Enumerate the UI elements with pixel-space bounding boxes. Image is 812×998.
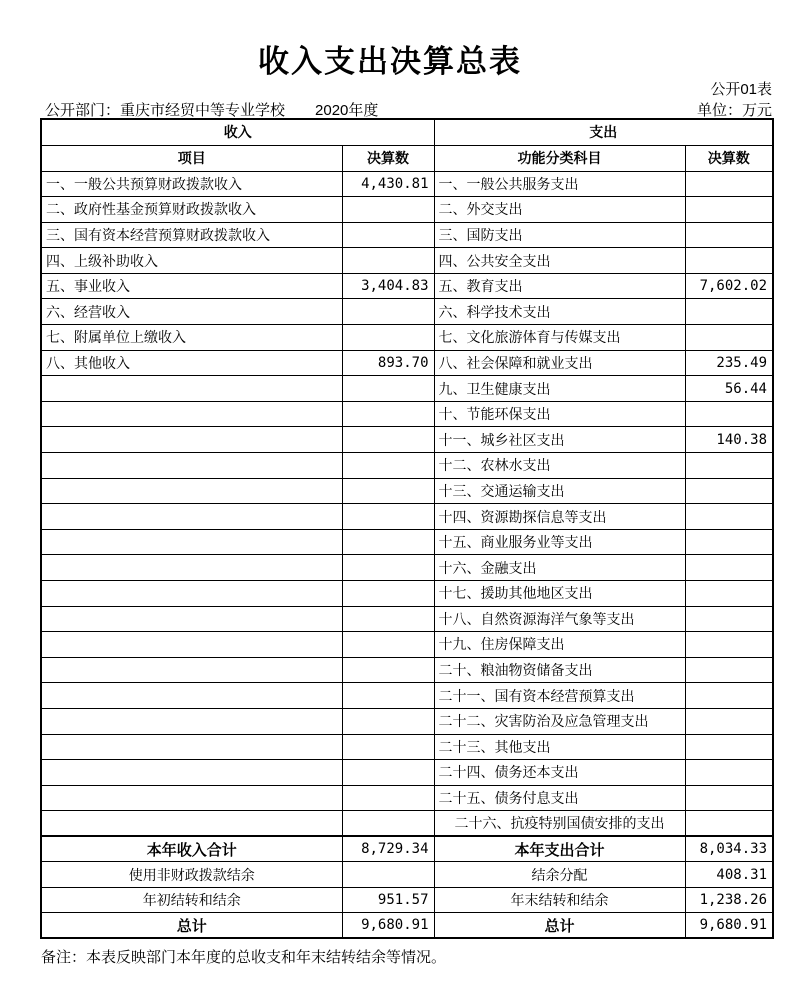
income-item-cell: 三、国有资本经营预算财政拨款收入 (41, 222, 342, 248)
expense-item-column-header: 功能分类科目 (434, 145, 685, 171)
expense-item-cell: 二十四、债务还本支出 (434, 760, 685, 786)
table-row (41, 529, 773, 555)
income-value-cell (342, 529, 434, 555)
income-value-cell (342, 683, 434, 709)
income-item-cell: 七、附属单位上缴收入 (41, 325, 342, 351)
expense-item-cell: 十八、自然资源海洋气象等支出 (434, 606, 685, 632)
income-item-cell (41, 632, 342, 658)
table-row (41, 504, 773, 530)
income-total-label-cell: 使用非财政拨款结余 (41, 862, 342, 888)
income-item-cell (41, 453, 342, 479)
expense-value-cell (685, 657, 773, 683)
income-item-cell (41, 555, 342, 581)
income-value-cell: 4,430.81 (342, 171, 434, 197)
income-total-value-cell: 951.57 (342, 887, 434, 913)
expense-value-cell (685, 401, 773, 427)
income-value-cell (342, 581, 434, 607)
income-value-cell (342, 632, 434, 658)
expense-item-cell: 十一、城乡社区支出 (434, 427, 685, 453)
income-value-cell (342, 606, 434, 632)
income-item-cell (41, 376, 342, 402)
table-row (41, 785, 773, 811)
income-item-cell (41, 683, 342, 709)
income-item-cell (41, 811, 342, 837)
income-total-value-cell (342, 862, 434, 888)
income-value-cell (342, 248, 434, 274)
income-value-cell (342, 504, 434, 530)
table-row (41, 325, 773, 351)
income-item-cell (41, 785, 342, 811)
expense-total-value-cell: 1,238.26 (685, 887, 773, 913)
income-item-cell (41, 760, 342, 786)
expense-value-cell: 7,602.02 (685, 273, 773, 299)
expense-item-cell: 十、节能环保支出 (434, 401, 685, 427)
expense-total-value-cell: 8,034.33 (685, 836, 773, 862)
table-row (41, 683, 773, 709)
expense-value-cell (685, 734, 773, 760)
expense-item-cell: 二十、粮油物资储备支出 (434, 657, 685, 683)
table-body (41, 171, 773, 836)
table-row (41, 222, 773, 248)
totals-row (41, 836, 773, 862)
totals-row (41, 862, 773, 888)
expense-item-cell: 十四、资源勘探信息等支出 (434, 504, 685, 530)
table-row (41, 811, 773, 837)
income-total-value-cell: 8,729.34 (342, 836, 434, 862)
income-item-cell (41, 401, 342, 427)
expense-item-cell: 十三、交通运输支出 (434, 478, 685, 504)
expense-total-label-cell: 本年支出合计 (434, 836, 685, 862)
table-row (41, 581, 773, 607)
expense-value-cell: 140.38 (685, 427, 773, 453)
unit-label: 单位：万元 (696, 102, 772, 119)
column-header-row (41, 145, 773, 171)
income-item-cell: 二、政府性基金预算财政拨款收入 (41, 197, 342, 223)
totals-row (41, 913, 773, 939)
expense-value-cell (685, 632, 773, 658)
income-value-cell (342, 453, 434, 479)
table-code-label: 公开01表 (710, 81, 772, 98)
income-value-cell (342, 427, 434, 453)
table-row (41, 453, 773, 479)
expense-item-cell: 十九、住房保障支出 (434, 632, 685, 658)
meta-line (45, 99, 772, 120)
expense-item-cell: 二、外交支出 (434, 197, 685, 223)
expense-item-cell: 十六、金融支出 (434, 555, 685, 581)
expense-total-label-cell: 结余分配 (434, 862, 685, 888)
table-totals (41, 836, 773, 938)
income-value-cell (342, 478, 434, 504)
expense-value-cell (685, 785, 773, 811)
expense-item-cell: 十七、援助其他地区支出 (434, 581, 685, 607)
expense-value-cell (685, 453, 773, 479)
expense-value-cell (685, 529, 773, 555)
table-row (41, 478, 773, 504)
table-row (41, 657, 773, 683)
table-row (41, 606, 773, 632)
expense-value-cell (685, 248, 773, 274)
page-title: 收入支出决算总表 (258, 44, 522, 79)
table-header (41, 119, 773, 171)
department-label: 公开部门：重庆市经贸中等专业学校 (45, 102, 286, 119)
income-total-label-cell: 本年收入合计 (41, 836, 342, 862)
table-row (41, 427, 773, 453)
expense-total-label-cell: 年末结转和结余 (434, 887, 685, 913)
footnote: 备注：本表反映部门本年度的总收支和年末结转结余等情况。 (41, 949, 447, 966)
income-item-cell (41, 581, 342, 607)
expense-value-cell: 56.44 (685, 376, 773, 402)
expense-value-column-header: 决算数 (685, 145, 773, 171)
expense-item-cell: 二十二、灾害防治及应急管理支出 (434, 708, 685, 734)
income-total-label-cell: 年初结转和结余 (41, 887, 342, 913)
table-row (41, 401, 773, 427)
expense-item-cell: 六、科学技术支出 (434, 299, 685, 325)
income-item-column-header: 项目 (41, 145, 342, 171)
expense-value-cell (685, 555, 773, 581)
income-value-cell (342, 325, 434, 351)
income-item-cell (41, 708, 342, 734)
revenue-expenditure-table (40, 118, 774, 939)
table-row (41, 760, 773, 786)
expense-value-cell (685, 197, 773, 223)
expense-value-cell (685, 325, 773, 351)
income-section-header: 收入 (41, 119, 434, 145)
income-item-cell (41, 734, 342, 760)
expense-value-cell (685, 299, 773, 325)
income-item-cell (41, 529, 342, 555)
section-header-row (41, 119, 773, 145)
expense-section-header: 支出 (434, 119, 773, 145)
income-value-cell (342, 811, 434, 837)
expense-item-cell: 八、社会保障和就业支出 (434, 350, 685, 376)
table-row (41, 376, 773, 402)
expense-item-cell: 五、教育支出 (434, 273, 685, 299)
income-value-cell (342, 197, 434, 223)
expense-value-cell (685, 683, 773, 709)
expense-item-cell: 二十五、债务付息支出 (434, 785, 685, 811)
income-value-cell (342, 734, 434, 760)
expense-value-cell (685, 478, 773, 504)
income-item-cell: 六、经营收入 (41, 299, 342, 325)
expense-value-cell: 235.49 (685, 350, 773, 376)
expense-value-cell (685, 171, 773, 197)
table-row (41, 248, 773, 274)
income-value-cell (342, 785, 434, 811)
income-item-cell (41, 606, 342, 632)
income-item-cell (41, 504, 342, 530)
table-row (41, 708, 773, 734)
expense-item-cell: 十五、商业服务业等支出 (434, 529, 685, 555)
income-value-cell (342, 760, 434, 786)
income-value-cell: 893.70 (342, 350, 434, 376)
table-row (41, 555, 773, 581)
income-value-cell (342, 708, 434, 734)
expense-item-cell: 九、卫生健康支出 (434, 376, 685, 402)
income-total-value-cell: 9,680.91 (342, 913, 434, 939)
income-value-cell (342, 376, 434, 402)
income-value-cell (342, 555, 434, 581)
expense-item-cell: 三、国防支出 (434, 222, 685, 248)
income-item-cell (41, 657, 342, 683)
income-value-cell (342, 299, 434, 325)
table-row (41, 632, 773, 658)
totals-row (41, 887, 773, 913)
income-total-label-cell: 总计 (41, 913, 342, 939)
expense-item-cell: 七、文化旅游体育与传媒支出 (434, 325, 685, 351)
expense-item-cell: 一、一般公共服务支出 (434, 171, 685, 197)
income-item-cell: 五、事业收入 (41, 273, 342, 299)
table-row (41, 299, 773, 325)
year-label: 2020年度 (315, 102, 379, 119)
income-value-cell: 3,404.83 (342, 273, 434, 299)
expense-value-cell (685, 606, 773, 632)
expense-item-cell: 二十三、其他支出 (434, 734, 685, 760)
expense-value-cell (685, 222, 773, 248)
expense-total-value-cell: 9,680.91 (685, 913, 773, 939)
expense-value-cell (685, 811, 773, 837)
table-row (41, 197, 773, 223)
expense-item-cell: 二十六、抗疫特别国债安排的支出 (434, 811, 685, 837)
expense-value-cell (685, 760, 773, 786)
table-row (41, 350, 773, 376)
table-row (41, 273, 773, 299)
income-value-cell (342, 222, 434, 248)
expense-item-cell: 四、公共安全支出 (434, 248, 685, 274)
expense-item-cell: 二十一、国有资本经营预算支出 (434, 683, 685, 709)
income-item-cell: 四、上级补助收入 (41, 248, 342, 274)
expense-total-value-cell: 408.31 (685, 862, 773, 888)
expense-total-label-cell: 总计 (434, 913, 685, 939)
income-value-cell (342, 401, 434, 427)
income-item-cell: 一、一般公共预算财政拨款收入 (41, 171, 342, 197)
income-value-cell (342, 657, 434, 683)
table-row (41, 171, 773, 197)
table-row (41, 734, 773, 760)
income-value-column-header: 决算数 (342, 145, 434, 171)
income-item-cell (41, 427, 342, 453)
expense-value-cell (685, 504, 773, 530)
expense-value-cell (685, 708, 773, 734)
income-item-cell (41, 478, 342, 504)
income-item-cell: 八、其他收入 (41, 350, 342, 376)
expense-value-cell (685, 581, 773, 607)
expense-item-cell: 十二、农林水支出 (434, 453, 685, 479)
